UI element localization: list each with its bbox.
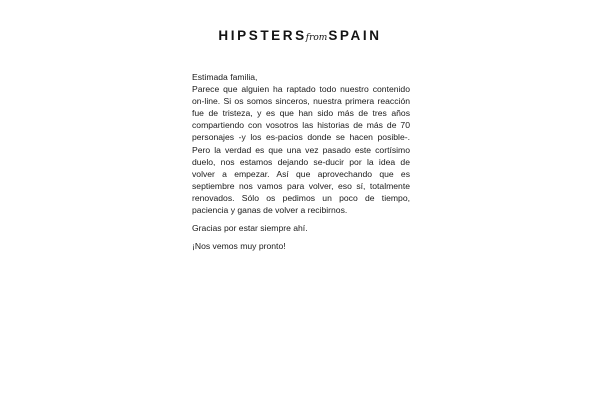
announcement-letter: [192, 71, 410, 252]
logo-word-spain: SPAIN: [328, 28, 382, 43]
letter-thanks: Gracias por estar siempre ahí.: [192, 223, 308, 234]
logo-word-hipsters: HIPSTERS: [218, 28, 307, 43]
letter-body: Parece que alguien ha raptado todo nuestro contenido on-line. Si os somos sinceros, nuestra primera reacción fue de tristeza, y es que han sido más de tres años compartiendo con vosotros las historias de más de 70 personajes -y los es-pacios donde se hacen posible-. Pero la verdad es que una vez pasado este cortísimo duelo, nos estamos dejando se-ducir por la idea de volver a empezar. Así que aprovechando que es septiembre nos vamos para volver, eso sí, totalmente renovados. Sólo os pedimos un poco de tiempo, paciencia y ganas de volver a recibirnos.: [192, 84, 410, 216]
logo-word-from: from: [305, 33, 328, 43]
letter-greeting: Estimada familia,: [192, 72, 258, 82]
letter-closing: ¡Nos vemos muy pronto!: [192, 241, 286, 252]
site-logo[interactable]: [0, 28, 600, 44]
